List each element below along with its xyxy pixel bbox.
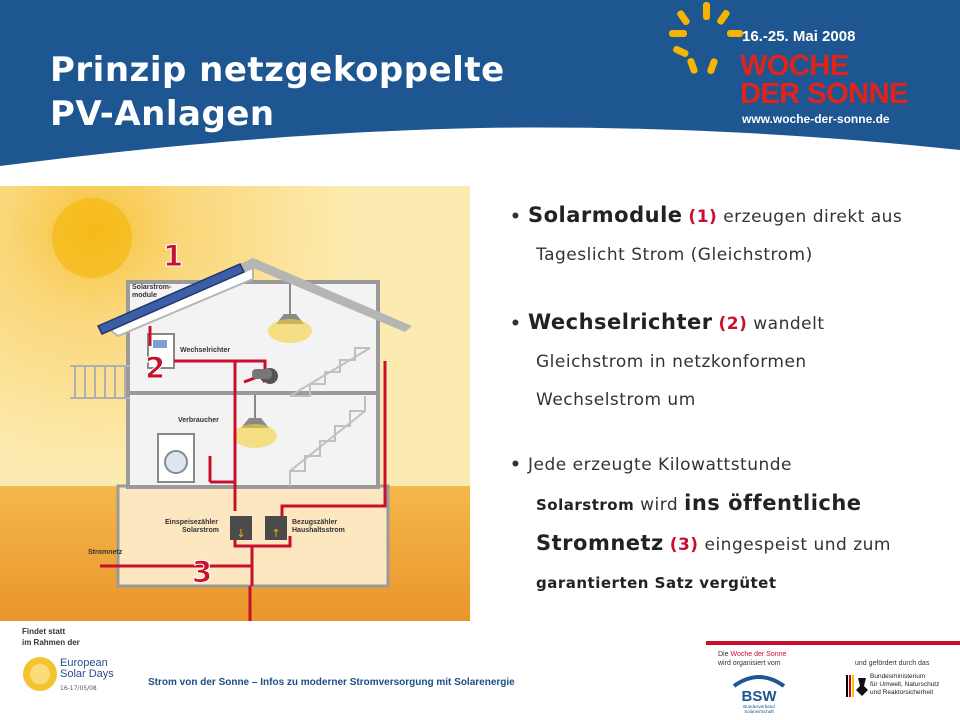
federal-eagle-icon	[856, 678, 868, 696]
bullet-2-term: Wechselrichter	[528, 310, 713, 334]
title-line-2: PV-Anlagen	[50, 94, 275, 134]
bullet-2-line3: Wechselstrom um	[536, 390, 696, 410]
ministry-text	[870, 673, 939, 697]
bsw-arc-icon	[734, 677, 784, 686]
esd-date: 16-17/05/08	[60, 685, 97, 692]
bullet-2-num: (2)	[718, 314, 748, 334]
label-feed-meter-1: Einspeisezähler	[165, 519, 218, 526]
esd-line-2: Solar Days	[60, 668, 114, 680]
bullet-3-wird: wird	[640, 495, 679, 515]
findet-line-1: Findet statt	[22, 627, 66, 636]
bsw-sub-2: Solarwirtschaft	[744, 709, 774, 714]
label-solar-2: module	[132, 292, 157, 299]
label-supply-meter-1: Bezugszähler	[292, 519, 338, 526]
logo-word-woche: WOCHE	[740, 50, 849, 82]
ministry-line-2: für Umwelt, Naturschutz	[870, 681, 940, 688]
organizer-label	[718, 650, 786, 668]
ministry-line-1: Bundesministerium	[870, 673, 926, 680]
logo-url: www.woche-der-sonne.de	[742, 112, 890, 126]
label-feed-meter-2: Solarstrom	[182, 527, 219, 534]
bullet-1-num: (1)	[688, 207, 718, 227]
bullet-1: • Solarmodule (1) erzeugen direkt aus	[510, 203, 903, 227]
footer-red-line	[706, 641, 960, 645]
title-line-1: Prinzip netzgekoppelte	[50, 50, 505, 90]
svg-text:↑: ↑	[271, 527, 281, 540]
label-inverter: Wechselrichter	[180, 347, 231, 354]
label-consumer: Verbraucher	[178, 417, 219, 424]
bullet-1-text: erzeugen direkt aus	[723, 207, 903, 227]
bsw-text: BSW	[741, 688, 777, 705]
bullet-3-stromnetz: Stromnetz	[536, 531, 664, 555]
label-solar-1: Solarstrom-	[132, 284, 172, 291]
findet-line-2: im Rahmen der	[22, 638, 80, 647]
bullet-2-text: wandelt	[753, 314, 825, 334]
bullet-1-term: Solarmodule	[528, 203, 683, 227]
page-title	[50, 48, 505, 136]
bullet-3-line3	[510, 524, 960, 564]
svg-text:↓: ↓	[236, 527, 246, 540]
marker-3: 3	[192, 555, 213, 589]
bullet-3-line4	[510, 564, 960, 602]
esd-line-1: European	[60, 657, 108, 669]
bullet-3-solarstrom: Solarstrom	[536, 496, 635, 514]
marker-2: 2	[145, 351, 166, 385]
footer-caption: Strom von der Sonne – Infos zu moderner Stromversorgung mit Solarenergie	[148, 677, 515, 688]
house-pv-illustration	[0, 186, 470, 621]
bsw-sub-1: Bundesverband	[743, 704, 775, 709]
bullet-2-line2: Gleichstrom in netzkonformen	[536, 352, 807, 372]
bullet-3-num: (3)	[669, 535, 699, 555]
esd-text	[60, 658, 114, 680]
marker-1: 1	[163, 239, 184, 273]
bullet-2: • Wechselrichter (2) wandelt	[510, 310, 825, 334]
label-grid: Stromnetz	[88, 549, 123, 556]
bullet-3-garantierten: garantierten Satz vergütet	[536, 574, 777, 592]
sun-rays-icon	[669, 2, 743, 75]
organizer-label-red: Woche der Sonne	[730, 651, 787, 658]
organizer-label-a: Die	[718, 651, 729, 658]
funded-label: und gefördert durch das	[855, 660, 930, 667]
bullet-list	[510, 196, 960, 602]
findet-statt-label	[22, 626, 80, 648]
logo-date: 16.-25. Mai 2008	[742, 28, 856, 45]
organizer-label-b: wird organisiert vom	[718, 660, 781, 667]
bullet-3-line2	[510, 484, 960, 524]
bullet-3-line1: Jede erzeugte Kilowattstunde	[528, 455, 793, 475]
bullet-3: • Jede erzeugte Kilowattstunde	[510, 455, 793, 475]
sun-icon	[52, 198, 132, 278]
ministry-line-3: und Reaktorsicherheit	[870, 689, 934, 696]
bullet-3-eingespeist: eingespeist und zum	[704, 535, 891, 555]
bsw-logo	[724, 670, 794, 715]
bullet-1-line2: Tageslicht Strom (Gleichstrom)	[536, 245, 813, 265]
logo-word-der-sonne: DER SONNE	[740, 78, 908, 110]
bullet-3-oeffentliche: ins öffentliche	[684, 491, 862, 515]
label-supply-meter-2: Haushaltsstrom	[292, 527, 345, 534]
